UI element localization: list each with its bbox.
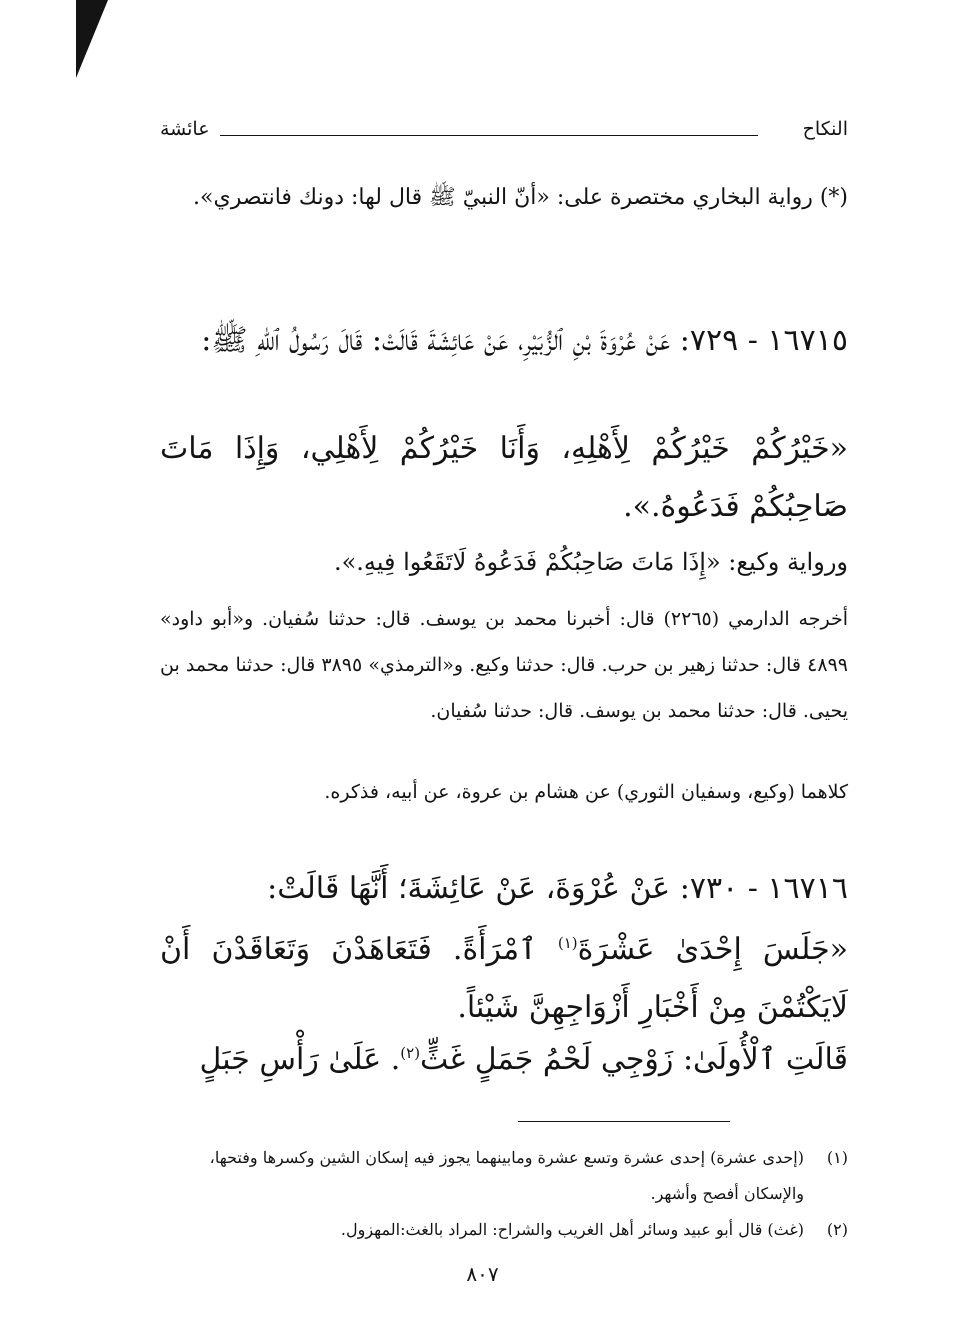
footnote-1	[160, 1140, 848, 1212]
running-header	[160, 118, 848, 148]
footnote-2	[160, 1212, 848, 1248]
footnote-ref-1: (١)	[557, 934, 578, 952]
page-number: ٨٠٧	[466, 1262, 499, 1286]
hadith-1-text: «خَيْرُكُمْ خَيْرُكُمْ لِأَهْلِهِ، وَأَنَا خَيْرُكُمْ لِأَهْلِي، وَإِذَا مَاتَ صَاحِبُكُمْ فَدَعُوهُ.».	[160, 431, 848, 524]
hadith-1-intro: ١٦٧١٥ - ٧٢٩: عَنْ عُرْوَةَ بْنِ ٱلزُّبَيْرِ، عَنْ عَائِشَةَ قَالَتْ: قَالَ رَسُولُ ٱللهِ ﷺ:	[201, 323, 848, 358]
footnote-text: (غث) قال أبو عبيد وسائر أهل الغريب والشراح: المراد بالغث:المهزول.	[340, 1220, 804, 1239]
hadith-2-line3	[160, 1024, 878, 1089]
hadith-1-summary: كلاهما (وكيع، وسفيان الثوري) عن هشام بن عروة، عن أبيه، فذكره.	[324, 781, 848, 803]
hadith-2-text-a: «جَلَسَ إِحْدَىٰ عَشْرَةَ	[577, 932, 848, 967]
header-rule	[220, 135, 758, 136]
prefatory-note: (*) رواية البخاري مختصرة على: «أنّ النبيّ ﷺ قال لها: دونك فانتصري».	[193, 185, 848, 210]
topic-title: عائشة	[160, 118, 210, 140]
footnote-number: (١)	[826, 1148, 848, 1167]
hadith-2-intro: ١٦٧١٦ - ٧٣٠: عَنْ عُرْوَةَ، عَنْ عَائِشَةَ؛ أَنَّهَا قَالَتْ:	[267, 871, 848, 906]
hadith-2-line3-b: . عَلَىٰ رَأْسِ جَبَلٍ	[199, 1042, 401, 1077]
hadith-2-line3-a: قَالَتِ ٱلْأُولَىٰ: زَوْجِي لَحْمُ جَمَلٍ غَثٍّ	[420, 1042, 848, 1077]
footnote-ref-2: (٢)	[400, 1044, 421, 1062]
footnote-number: (٢)	[826, 1220, 848, 1239]
chapter-title: النكاح	[802, 118, 848, 140]
footnote-rule	[518, 1121, 730, 1122]
hadith-1-variant: ورواية وكيع: «إِذَا مَاتَ صَاحِبُكُمْ فَدَعُوهُ لَاتَقَعُوا فِيهِ.».	[333, 548, 848, 576]
footnote-text: (إحدى عشرة) إحدى عشرة وتسع عشرة ومابينهما يجوز فيه إسكان الشين وكسرها وفتحها، والإسكان أفصح وأشهر.	[209, 1148, 804, 1203]
hadith-1-takhrij: أخرجه الدارمي (٢٢٦٥) قال: أخبرنا محمد بن يوسف. قال: حدثنا سُفيان. و«أبو داود» ٤٨٩٩ قال: حدثنا زهير بن حرب. قال: حدثنا وكيع. و«الترمذي» ٣٨٩٥ قال: حدثنا محمد بن يحيى. قال: حدثنا محمد بن يوسف. قال: حدثنا سُفيان.	[160, 608, 848, 722]
hadith-2-text	[160, 914, 878, 1037]
corner-scan-mark	[0, 0, 110, 80]
hadith-2-text-b: ٱمْرَأَةً. فَتَعَاهَدْنَ وَتَعَاقَدْنَ أَنْ لَايَكْتُمْنَ مِنْ أَخْبَارِ أَزْوَاجِهِنَّ شَيْئاً.	[160, 932, 848, 1025]
footnotes	[160, 1140, 848, 1248]
